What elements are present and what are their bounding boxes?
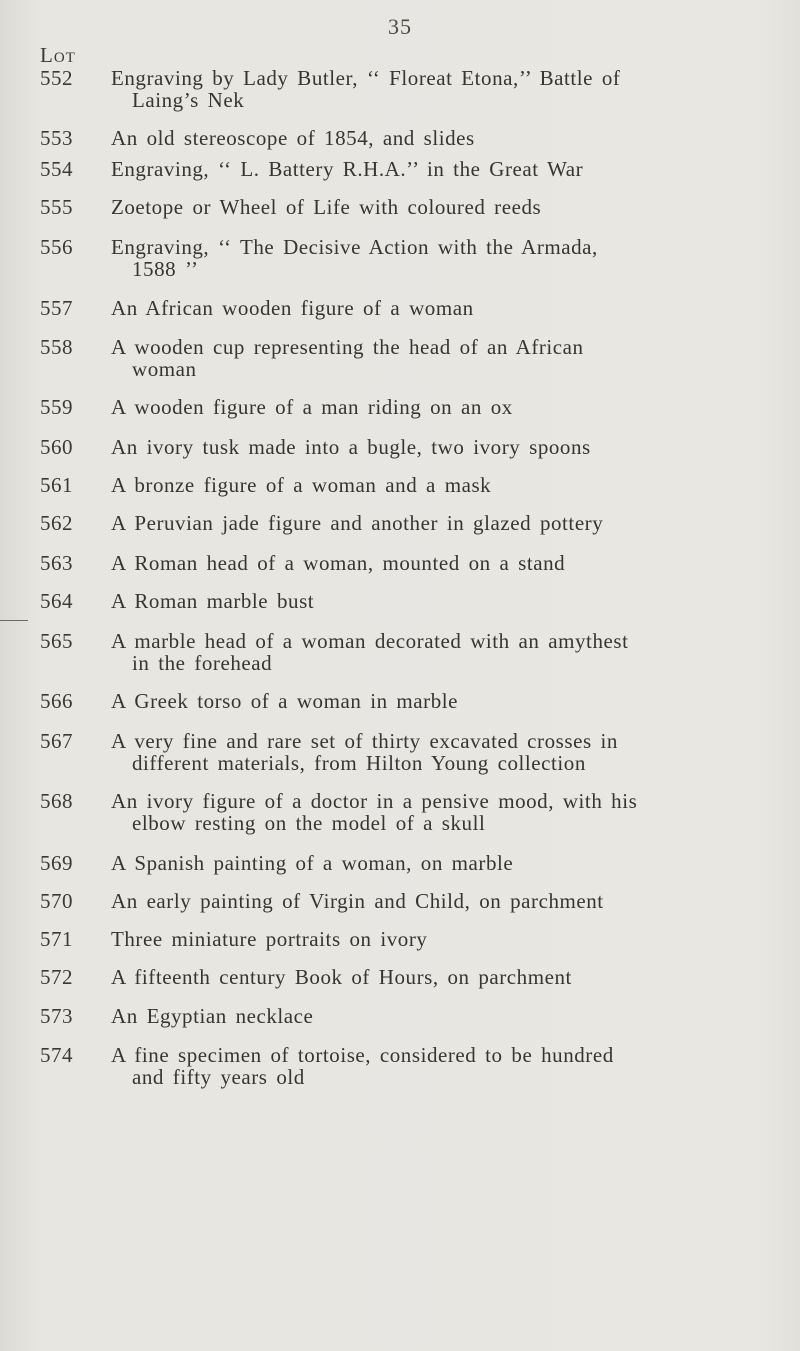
lot-description: Engraving, ‘‘ L. Battery R.H.A.’’ in the Great War xyxy=(111,157,584,181)
lot-description: Engraving, ‘‘ The Decisive Action with the Armada, 1588 ’’ xyxy=(111,235,598,281)
lot-number: 568 xyxy=(40,789,73,813)
lot-description: Three miniature portraits on ivory xyxy=(111,927,428,951)
lot-description: An ivory figure of a doctor in a pensive mood, with his elbow resting on the model of a skull xyxy=(111,789,638,835)
lot-number: 567 xyxy=(40,729,73,753)
lot-number: 574 xyxy=(40,1043,73,1067)
lot-description: A Roman head of a woman, mounted on a stand xyxy=(111,551,566,575)
lot-number: 562 xyxy=(40,511,73,535)
lot-description: A Roman marble bust xyxy=(111,589,315,613)
margin-pencil-mark xyxy=(0,620,28,621)
lot-number: 560 xyxy=(40,435,73,459)
lot-number: 563 xyxy=(40,551,73,575)
lot-number: 572 xyxy=(40,965,73,989)
lot-description: An African wooden figure of a woman xyxy=(111,296,474,320)
lot-description: An Egyptian necklace xyxy=(111,1004,314,1028)
lot-number: 564 xyxy=(40,589,73,613)
lot-description: A wooden figure of a man riding on an ox xyxy=(111,395,513,419)
lot-number: 561 xyxy=(40,473,73,497)
lot-number: 559 xyxy=(40,395,73,419)
lot-number: 570 xyxy=(40,889,73,913)
lot-description: A Greek torso of a woman in marble xyxy=(111,689,459,713)
lot-description: A marble head of a woman decorated with an amythest in the forehead xyxy=(111,629,629,675)
lot-description: A wooden cup representing the head of an African woman xyxy=(111,335,584,381)
lot-number: 571 xyxy=(40,927,73,951)
lot-description: A Peruvian jade figure and another in glazed pottery xyxy=(111,511,604,535)
lot-description: Zoetope or Wheel of Life with coloured reeds xyxy=(111,195,542,219)
lot-number: 554 xyxy=(40,157,73,181)
lot-number: 557 xyxy=(40,296,73,320)
lot-description: A Spanish painting of a woman, on marble xyxy=(111,851,514,875)
lot-description: An early painting of Virgin and Child, on parchment xyxy=(111,889,604,913)
lot-column-heading: Lot xyxy=(40,43,76,67)
lot-number: 553 xyxy=(40,126,73,150)
lot-number: 565 xyxy=(40,629,73,653)
page-number: 35 xyxy=(388,14,412,39)
lot-description: A bronze figure of a woman and a mask xyxy=(111,473,492,497)
lot-number: 552 xyxy=(40,66,73,90)
lot-description: Engraving by Lady Butler, ‘‘ Floreat Etona,’’ Battle of Laing’s Nek xyxy=(111,66,621,112)
lot-description: An old stereoscope of 1854, and slides xyxy=(111,126,475,150)
lot-number: 569 xyxy=(40,851,73,875)
lot-description: A very fine and rare set of thirty excavated crosses in different materials, from Hilton Young collection xyxy=(111,729,618,775)
lot-description: An ivory tusk made into a bugle, two ivory spoons xyxy=(111,435,591,459)
lot-number: 558 xyxy=(40,335,73,359)
lot-description: A fifteenth century Book of Hours, on parchment xyxy=(111,965,572,989)
lot-number: 555 xyxy=(40,195,73,219)
lot-number: 556 xyxy=(40,235,73,259)
lot-number: 566 xyxy=(40,689,73,713)
lot-number: 573 xyxy=(40,1004,73,1028)
lot-description: A fine specimen of tortoise, considered to be hundred and fifty years old xyxy=(111,1043,614,1089)
